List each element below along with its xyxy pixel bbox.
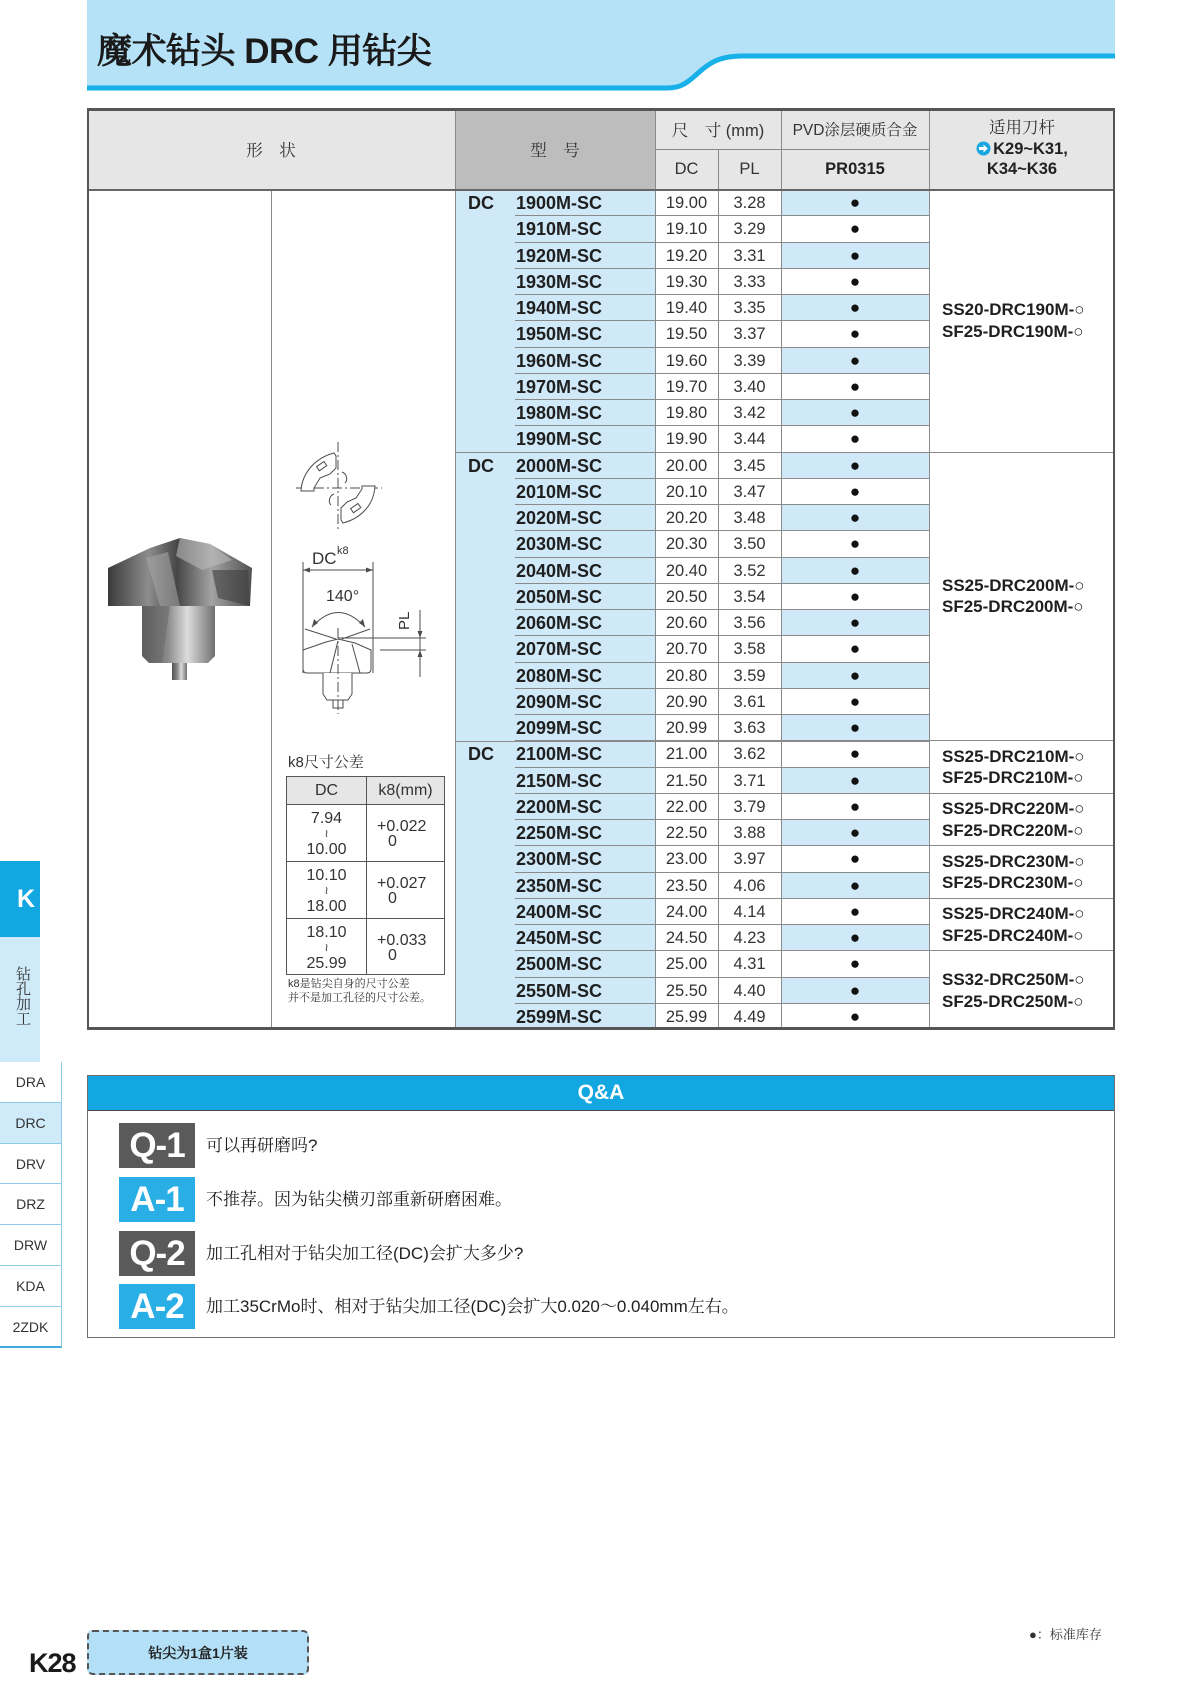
dc-dimension-label: DC bbox=[312, 549, 337, 568]
drill-tip-photo bbox=[100, 528, 260, 688]
tolerance-upper: +0.022 bbox=[377, 818, 427, 835]
stock-mark: ● bbox=[781, 636, 929, 662]
table-row bbox=[455, 1004, 929, 1030]
pl-value: 3.29 bbox=[718, 216, 781, 242]
holder-ss: SS25-DRC210M-○ bbox=[942, 746, 1085, 766]
stock-mark: ● bbox=[781, 400, 929, 426]
holder-ss: SS32-DRC250M-○ bbox=[942, 970, 1085, 990]
holder-cell bbox=[929, 951, 1115, 1030]
table-row bbox=[455, 374, 929, 400]
model-number: 2150M-SC bbox=[515, 768, 655, 794]
tolerance-value bbox=[366, 919, 444, 974]
dc-value: 20.70 bbox=[655, 636, 718, 662]
pl-value: 3.28 bbox=[718, 190, 781, 216]
table-row bbox=[455, 715, 929, 741]
tolerance-range bbox=[287, 862, 366, 919]
pl-value: 4.40 bbox=[718, 978, 781, 1004]
table-row bbox=[455, 741, 929, 767]
dc-value: 22.00 bbox=[655, 794, 718, 820]
dc-value: 25.50 bbox=[655, 978, 718, 1004]
stock-mark: ● bbox=[781, 190, 929, 216]
table-row bbox=[455, 846, 929, 872]
dc-value: 24.00 bbox=[655, 899, 718, 925]
answer-badge: A-2 bbox=[119, 1284, 195, 1329]
holder-cell bbox=[929, 453, 1115, 742]
table-row bbox=[455, 978, 929, 1004]
sidebar-item-kda[interactable]: KDA bbox=[0, 1266, 62, 1307]
question-badge: Q-1 bbox=[119, 1123, 195, 1168]
stock-mark: ● bbox=[781, 453, 929, 479]
group-prefix-dc: DC bbox=[468, 744, 494, 765]
question-text: 可以再研磨吗? bbox=[206, 1136, 318, 1155]
model-number: 2040M-SC bbox=[515, 558, 655, 584]
technical-drawing bbox=[290, 438, 440, 714]
dc-value: 19.80 bbox=[655, 400, 718, 426]
column-divider bbox=[929, 108, 930, 1030]
model-number: 1940M-SC bbox=[515, 295, 655, 321]
holder-cell bbox=[929, 899, 1115, 952]
stock-mark: ● bbox=[849, 1006, 861, 1026]
tolerance-upper: +0.027 bbox=[377, 875, 427, 892]
dc-value: 23.00 bbox=[655, 846, 718, 872]
stock-mark: ● bbox=[781, 505, 929, 531]
pl-value: 4.49 bbox=[733, 1007, 766, 1026]
pl-value: 3.58 bbox=[718, 636, 781, 662]
holder-ss: SS25-DRC200M-○ bbox=[942, 575, 1085, 595]
pl-value: 3.88 bbox=[718, 820, 781, 846]
table-row bbox=[455, 794, 929, 820]
sidebar-item-dra[interactable]: DRA bbox=[0, 1062, 62, 1103]
table-row bbox=[455, 453, 929, 479]
model-number: 2500M-SC bbox=[515, 951, 655, 977]
stock-mark: ● bbox=[781, 348, 929, 374]
tolerance-title: k8尺寸公差 bbox=[288, 754, 364, 771]
dc-value: 19.30 bbox=[655, 269, 718, 295]
header-bottom-border bbox=[87, 189, 1115, 191]
stock-mark: ● bbox=[781, 531, 929, 557]
dc-value: 19.70 bbox=[655, 374, 718, 400]
model-number: 2599M-SC bbox=[516, 1006, 603, 1027]
model-number: 1960M-SC bbox=[515, 348, 655, 374]
category-label: 钻孔加工 bbox=[14, 966, 31, 1026]
model-number: 2250M-SC bbox=[515, 820, 655, 846]
sidebar-item-drc[interactable]: DRC bbox=[0, 1103, 62, 1144]
pl-value: 3.79 bbox=[718, 794, 781, 820]
tolerance-lower: 0 bbox=[388, 833, 397, 850]
sidebar-item-drz[interactable]: DRZ bbox=[0, 1184, 62, 1225]
range-separator: ≀ bbox=[324, 827, 329, 840]
dc-value: 20.40 bbox=[655, 558, 718, 584]
holder-sf: SF25-DRC210M-○ bbox=[942, 768, 1084, 787]
pl-value: 3.59 bbox=[718, 663, 781, 689]
model-number: 2400M-SC bbox=[515, 899, 655, 925]
model-number: 2450M-SC bbox=[515, 925, 655, 951]
question-badge: Q-2 bbox=[119, 1231, 195, 1276]
pl-value: 3.48 bbox=[718, 505, 781, 531]
stock-mark: ● bbox=[781, 768, 929, 794]
dc-tolerance-superscript: k8 bbox=[337, 545, 349, 557]
tolerance-table bbox=[286, 776, 445, 975]
model-number: 2100M-SC bbox=[515, 741, 655, 767]
table-row bbox=[455, 925, 929, 951]
dc-value: 19.40 bbox=[655, 295, 718, 321]
holder-sf: SF25-DRC200M-○ bbox=[942, 597, 1084, 617]
tolerance-note-line1: k8是钻尖自身的尺寸公差 bbox=[288, 978, 410, 990]
table-row bbox=[455, 269, 929, 295]
group-divider bbox=[455, 452, 929, 453]
dc-value: 19.20 bbox=[655, 243, 718, 269]
answer-text: 加工35CrMo时、相对于钻尖加工径(DC)会扩大0.020～0.040mm左右。 bbox=[206, 1297, 739, 1316]
header-pl: PL bbox=[718, 149, 781, 190]
tolerance-header-dc: DC bbox=[287, 777, 366, 805]
answer-badge: A-1 bbox=[119, 1177, 195, 1222]
dc-value: 25.00 bbox=[655, 951, 718, 977]
table-row bbox=[455, 899, 929, 925]
tolerance-header-k8: k8(mm) bbox=[366, 777, 444, 805]
dc-value: 19.60 bbox=[655, 348, 718, 374]
header-model: 型 号 bbox=[455, 108, 655, 190]
holder-sf: SF25-DRC230M-○ bbox=[942, 873, 1084, 892]
header-shape: 形 状 bbox=[87, 108, 455, 190]
pl-value: 3.62 bbox=[718, 741, 781, 767]
sidebar-item-drw[interactable]: DRW bbox=[0, 1225, 62, 1266]
range-from: 18.10 bbox=[306, 924, 347, 941]
stock-mark: ● bbox=[781, 715, 929, 741]
model-number: 1980M-SC bbox=[515, 400, 655, 426]
stock-mark: ● bbox=[781, 741, 929, 767]
table-row bbox=[455, 768, 929, 794]
stock-mark: ● bbox=[781, 925, 929, 951]
packaging-note-text: 钻尖为1盒1片装 bbox=[148, 1644, 248, 1661]
model-number: 2200M-SC bbox=[515, 794, 655, 820]
pl-value: 3.44 bbox=[718, 426, 781, 452]
model-number: 1950M-SC bbox=[515, 321, 655, 347]
table-row bbox=[455, 505, 929, 531]
holder-ref-line1 bbox=[976, 139, 1068, 160]
model-number: 2070M-SC bbox=[515, 636, 655, 662]
table-row bbox=[455, 951, 929, 977]
dc-value: 24.50 bbox=[655, 925, 718, 951]
stock-mark: ● bbox=[781, 794, 929, 820]
stock-mark: ● bbox=[781, 820, 929, 846]
holder-sf: SF25-DRC240M-○ bbox=[942, 925, 1084, 945]
stock-mark: ● bbox=[781, 873, 929, 899]
holder-cell bbox=[929, 794, 1115, 847]
table-row bbox=[455, 400, 929, 426]
page-number: K28 bbox=[29, 1648, 76, 1678]
model-number: 2550M-SC bbox=[515, 978, 655, 1004]
pl-value: 3.42 bbox=[718, 400, 781, 426]
holder-sf: SF25-DRC220M-○ bbox=[942, 820, 1084, 840]
pl-value: 4.14 bbox=[718, 899, 781, 925]
dc-value: 20.90 bbox=[655, 689, 718, 715]
header-coating: PVD涂层硬质合金 bbox=[781, 108, 929, 149]
table-row bbox=[455, 295, 929, 321]
stock-mark: ● bbox=[781, 269, 929, 295]
section-tab-k[interactable]: K bbox=[0, 861, 40, 937]
pl-value: 3.35 bbox=[718, 295, 781, 321]
table-row bbox=[455, 531, 929, 557]
range-to: 18.00 bbox=[306, 898, 347, 915]
table-row bbox=[455, 348, 929, 374]
pl-value: 4.06 bbox=[718, 873, 781, 899]
model-number: 1900M-SC bbox=[515, 190, 655, 216]
table-row bbox=[455, 479, 929, 505]
dc-value: 20.00 bbox=[655, 453, 718, 479]
stock-mark: ● bbox=[781, 610, 929, 636]
table-row bbox=[455, 321, 929, 347]
header-holder bbox=[929, 108, 1115, 190]
sidebar-item-2zdk[interactable]: 2ZDK bbox=[0, 1307, 62, 1348]
model-number: 1920M-SC bbox=[515, 243, 655, 269]
column-divider bbox=[455, 108, 456, 1030]
stock-mark: ● bbox=[781, 846, 929, 872]
pl-value: 3.52 bbox=[718, 558, 781, 584]
dc-value: 20.50 bbox=[655, 584, 718, 610]
pl-value: 3.97 bbox=[718, 846, 781, 872]
pl-value: 3.63 bbox=[718, 715, 781, 741]
model-number: 2020M-SC bbox=[515, 505, 655, 531]
dc-value: 20.99 bbox=[655, 715, 718, 741]
table-row bbox=[455, 820, 929, 846]
stock-legend: ●：标准库存 bbox=[1029, 1627, 1102, 1642]
dc-value: 21.00 bbox=[655, 741, 718, 767]
dc-value: 19.50 bbox=[655, 321, 718, 347]
stock-mark: ● bbox=[781, 321, 929, 347]
stock-mark: ● bbox=[781, 558, 929, 584]
model-number: 2099M-SC bbox=[515, 715, 655, 741]
model-number: 2060M-SC bbox=[515, 610, 655, 636]
model-number: 2010M-SC bbox=[515, 479, 655, 505]
dc-value: 25.99 bbox=[665, 1007, 708, 1026]
table-row bbox=[455, 426, 929, 452]
dc-value: 19.90 bbox=[655, 426, 718, 452]
range-separator: ≀ bbox=[324, 941, 329, 954]
holder-ss: SS25-DRC240M-○ bbox=[942, 904, 1085, 923]
holder-cell bbox=[929, 846, 1115, 899]
stock-mark: ● bbox=[781, 689, 929, 715]
group-divider bbox=[455, 741, 929, 742]
dc-value: 23.50 bbox=[655, 873, 718, 899]
pl-dimension-label: PL bbox=[396, 611, 413, 630]
holder-sf: SF25-DRC250M-○ bbox=[942, 991, 1084, 1011]
tolerance-lower: 0 bbox=[388, 890, 397, 907]
holder-title: 适用刀杆 bbox=[989, 119, 1055, 138]
model-number: 1930M-SC bbox=[515, 269, 655, 295]
holder-ss: SS20-DRC190M-○ bbox=[942, 300, 1085, 320]
dc-value: 20.60 bbox=[655, 610, 718, 636]
dc-value: 19.00 bbox=[655, 190, 718, 216]
tolerance-value bbox=[366, 862, 444, 919]
model-number: 2090M-SC bbox=[515, 689, 655, 715]
model-number: 1990M-SC bbox=[515, 426, 655, 452]
model-number: 2050M-SC bbox=[515, 584, 655, 610]
model-number: 2000M-SC bbox=[515, 453, 655, 479]
column-divider bbox=[655, 108, 656, 1030]
dc-value: 20.30 bbox=[655, 531, 718, 557]
stock-mark: ● bbox=[781, 899, 929, 925]
page-title: 魔术钻头 DRC 用钻尖 bbox=[97, 32, 432, 71]
range-separator: ≀ bbox=[324, 884, 329, 897]
holder-ss: SS25-DRC230M-○ bbox=[942, 851, 1085, 871]
table-row bbox=[455, 873, 929, 899]
pl-value: 3.54 bbox=[718, 584, 781, 610]
point-angle-label: 140° bbox=[326, 588, 360, 605]
holder-ref-line2: K34~K36 bbox=[986, 160, 1058, 179]
table-row bbox=[455, 216, 929, 242]
stock-mark: ● bbox=[781, 374, 929, 400]
column-divider bbox=[718, 149, 719, 1030]
model-number: 2300M-SC bbox=[515, 846, 655, 872]
range-from: 10.10 bbox=[306, 867, 347, 884]
column-divider bbox=[271, 190, 272, 1030]
pl-value: 3.71 bbox=[718, 768, 781, 794]
header-divider bbox=[655, 149, 929, 150]
model-number: 2080M-SC bbox=[515, 663, 655, 689]
holder-cell bbox=[929, 741, 1115, 794]
pl-value: 3.47 bbox=[718, 479, 781, 505]
pl-value: 3.40 bbox=[718, 374, 781, 400]
range-to: 10.00 bbox=[306, 841, 347, 858]
table-row bbox=[455, 663, 929, 689]
answer-text: 不推荐。因为钻尖横刃部重新研磨困难。 bbox=[206, 1190, 512, 1209]
range-to: 25.99 bbox=[306, 955, 347, 972]
pl-value: 4.31 bbox=[718, 951, 781, 977]
stock-mark: ● bbox=[781, 243, 929, 269]
arrow-circle-icon bbox=[976, 141, 991, 156]
holder-ss: SS25-DRC220M-○ bbox=[942, 799, 1085, 818]
stock-mark: ● bbox=[781, 479, 929, 505]
sidebar-item-drv[interactable]: DRV bbox=[0, 1144, 62, 1185]
table-row bbox=[455, 190, 929, 216]
dc-value: 20.10 bbox=[655, 479, 718, 505]
table-row bbox=[455, 243, 929, 269]
dc-value: 21.50 bbox=[655, 768, 718, 794]
stock-mark: ● bbox=[781, 951, 929, 977]
pl-value: 3.50 bbox=[718, 531, 781, 557]
group-prefix-dc: DC bbox=[468, 193, 494, 213]
model-number: 1910M-SC bbox=[515, 216, 655, 242]
question-text: 加工孔相对于钻尖加工径(DC)会扩大多少? bbox=[206, 1244, 524, 1263]
pl-value: 3.39 bbox=[718, 348, 781, 374]
header-grade: PR0315 bbox=[781, 149, 929, 190]
tolerance-value bbox=[366, 805, 444, 862]
table-row bbox=[455, 689, 929, 715]
stock-mark: ● bbox=[781, 663, 929, 689]
group-prefix-dc: DC bbox=[468, 455, 494, 476]
pl-value: 3.45 bbox=[718, 453, 781, 479]
stock-mark: ● bbox=[781, 426, 929, 452]
model-number: 1970M-SC bbox=[515, 374, 655, 400]
tolerance-note-line2: 并不是加工孔径的尺寸公差。 bbox=[288, 992, 431, 1004]
holder-sf: SF25-DRC190M-○ bbox=[942, 321, 1084, 341]
table-row bbox=[455, 558, 929, 584]
pl-value: 3.31 bbox=[718, 243, 781, 269]
pl-value: 3.33 bbox=[718, 269, 781, 295]
qa-title: Q&A bbox=[88, 1076, 1114, 1111]
dc-value: 20.20 bbox=[655, 505, 718, 531]
packaging-note bbox=[87, 1630, 309, 1675]
tolerance-range bbox=[287, 919, 366, 974]
pl-value: 3.61 bbox=[718, 689, 781, 715]
model-number: 2350M-SC bbox=[515, 873, 655, 899]
table-row bbox=[455, 584, 929, 610]
dc-value: 20.80 bbox=[655, 663, 718, 689]
dc-value: 22.50 bbox=[655, 820, 718, 846]
category-tab[interactable] bbox=[0, 937, 40, 1062]
sidebar-nav bbox=[0, 1062, 62, 1348]
column-divider bbox=[781, 108, 782, 1030]
stock-mark: ● bbox=[781, 295, 929, 321]
header-dc: DC bbox=[655, 149, 718, 190]
model-number: 2030M-SC bbox=[515, 531, 655, 557]
pl-value: 3.37 bbox=[718, 321, 781, 347]
tolerance-upper: +0.033 bbox=[377, 932, 427, 949]
tolerance-range bbox=[287, 805, 366, 862]
stock-mark: ● bbox=[781, 978, 929, 1004]
table-row bbox=[455, 610, 929, 636]
tolerance-lower: 0 bbox=[388, 947, 397, 964]
header-size: 尺 寸 (mm) bbox=[655, 108, 781, 149]
pl-value: 3.56 bbox=[718, 610, 781, 636]
pl-value: 4.23 bbox=[718, 925, 781, 951]
stock-mark: ● bbox=[781, 216, 929, 242]
table-row bbox=[455, 636, 929, 662]
range-from: 7.94 bbox=[310, 810, 343, 827]
stock-mark: ● bbox=[781, 584, 929, 610]
dc-value: 19.10 bbox=[655, 216, 718, 242]
holder-ref-k29: K29~K31, bbox=[993, 139, 1068, 158]
holder-cell bbox=[929, 190, 1115, 453]
